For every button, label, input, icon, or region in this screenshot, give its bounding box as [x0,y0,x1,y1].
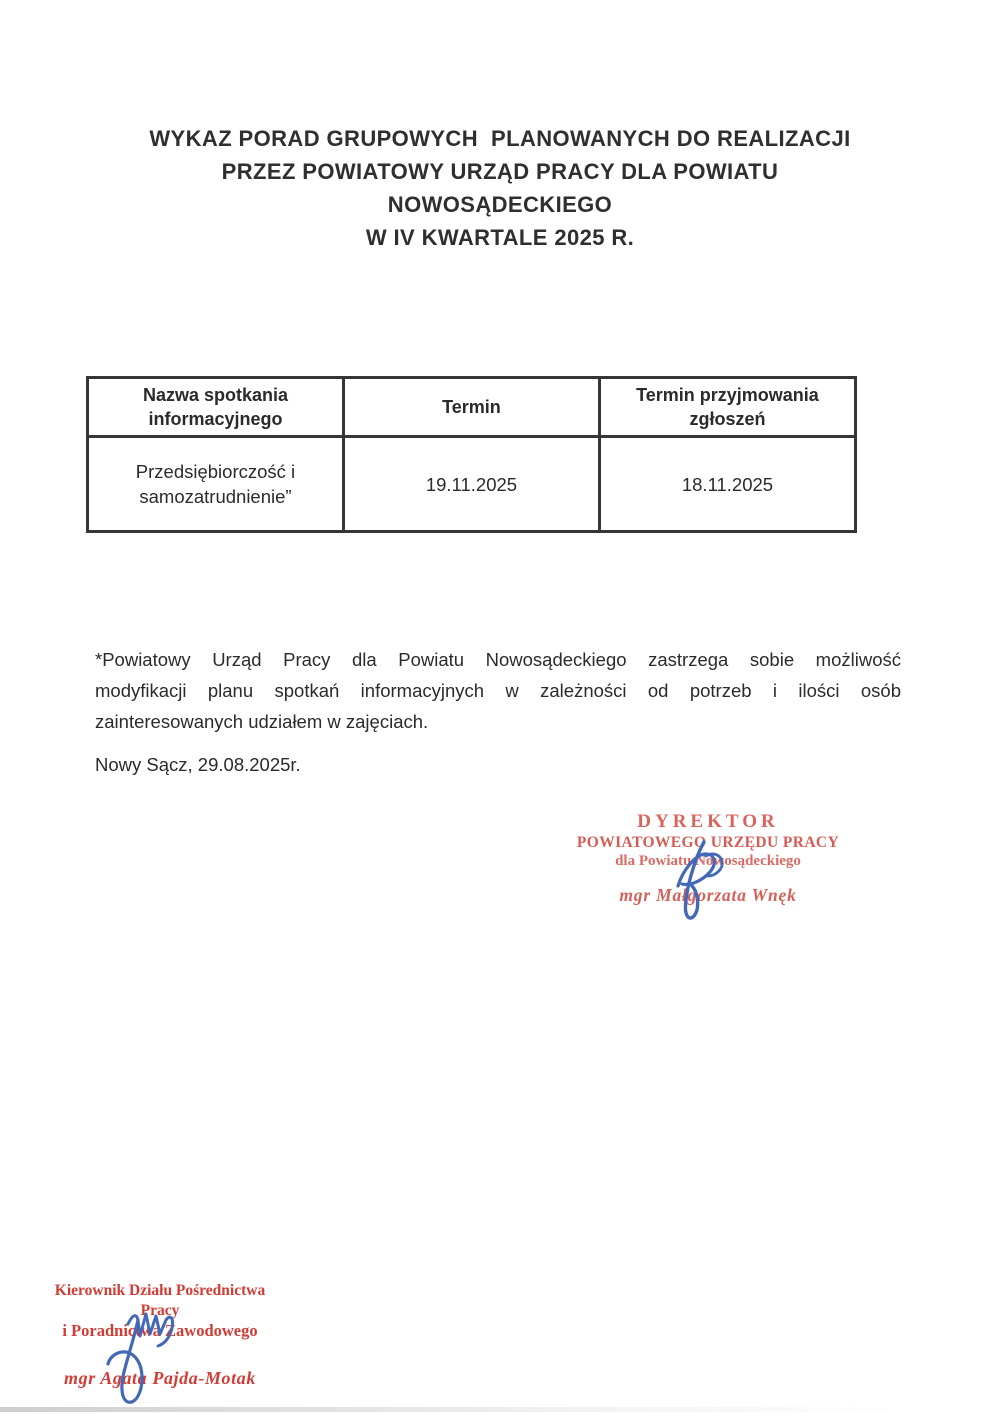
director-stamp-name: mgr Małgorzata Wnęk [619,885,797,905]
place-date: Nowy Sącz, 29.08.2025r. [95,754,301,775]
header-meeting-name: Nazwa spotkania informacyjnego [88,378,344,437]
title-line: WYKAZ PORAD GRUPOWYCH PLANOWANYCH DO REALIZACJI [149,126,851,151]
footnote-line: *Powiatowy Urząd Pracy dla Powiatu Nowosądeckiego zastrzega sobie możliwość [95,649,901,670]
header-date: Termin [343,378,599,437]
footnote-line: zainteresowanych udziałem w zajęciach. [95,711,429,732]
title-line: PRZEZ POWIATOWY URZĄD PRACY DLA POWIATU [221,159,779,184]
director-stamp [552,811,864,906]
header-application-deadline: Termin przyjmowania zgłoszeń [599,378,855,437]
table-header-row [88,378,856,437]
document-title [0,122,1000,254]
meetings-table [86,376,857,533]
footnote-line: modyfikacji planu spotkań informacyjnych w zależności od potrzeb i ilości osób [95,680,901,701]
manager-stamp [35,1281,285,1389]
director-stamp-region: dla Powiatu Nowosądeckiego [615,853,801,869]
title-line: W IV KWARTALE 2025 R. [365,225,635,250]
cell-meeting-name: Przedsiębiorczość i samozatrudnienie” [88,437,344,532]
director-stamp-org: POWIATOWEGO URZĘDU PRACY [576,834,840,851]
footnote [95,644,901,737]
title-line: NOWOSĄDECKIEGO [387,192,613,217]
scan-edge-artifact [0,1407,1000,1412]
manager-stamp-line2: i Poradnictwa Zawodowego [62,1321,258,1340]
manager-stamp-name: mgr Agata Pajda-Motak [64,1368,256,1388]
cell-application-deadline: 18.11.2025 [599,437,855,532]
table-row [88,437,856,532]
cell-date: 19.11.2025 [343,437,599,532]
manager-stamp-line1: Kierownik Działu Pośrednictwa Pracy [54,1282,266,1319]
director-stamp-title: DYREKTOR [637,811,779,832]
